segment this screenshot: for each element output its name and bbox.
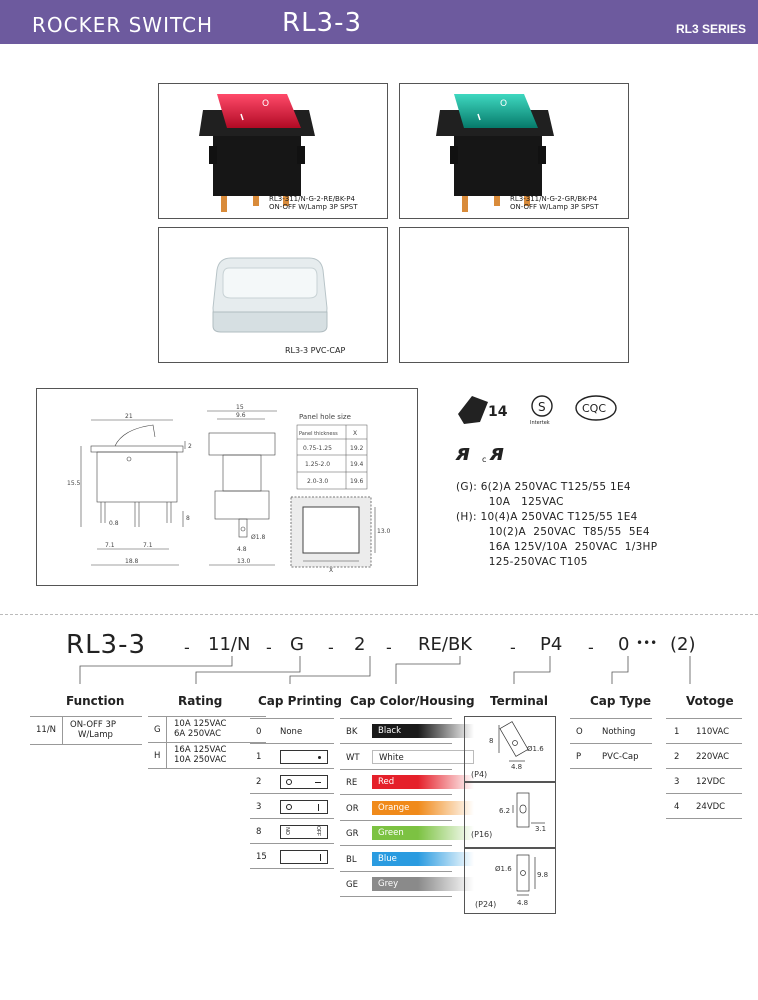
header-bar	[0, 0, 758, 44]
dim-188: 18.8	[125, 558, 139, 565]
code-terminal: P4	[540, 634, 563, 655]
panel-row-2-thickness: 1.25-2.0	[305, 461, 331, 468]
code-dash: -	[510, 638, 516, 657]
col-title-voltage: Votoge	[686, 694, 734, 708]
photo-red-caption-2: ON-OFF W/Lamp 3P SPST	[269, 203, 358, 211]
dim-08: 0.8	[109, 520, 119, 527]
voltage-label-4: 24VDC	[696, 802, 726, 812]
spec-line: 16A 125V/10A 250VAC 1/3HP	[456, 541, 658, 553]
code-dash: -	[266, 638, 272, 657]
photo-green-switch	[399, 83, 629, 219]
panel-row-1-thickness: 0.75-1.25	[303, 445, 332, 452]
col-title-function: Function	[66, 694, 125, 708]
photo-green-caption-2: ON-OFF W/Lamp 3P SPST	[510, 203, 599, 211]
color-code: BK	[346, 727, 358, 737]
printing-glyph-8	[280, 825, 328, 839]
color-row-divider	[340, 794, 452, 795]
photo-empty-slot	[399, 227, 629, 363]
terminal-p24-d2: 9.8	[537, 871, 549, 879]
dim-15: 15	[236, 404, 244, 411]
dim-96: 9.6	[236, 412, 246, 419]
dim-h155: 15.5	[67, 480, 81, 487]
captype-label-pvc: PVC-Cap	[602, 752, 639, 762]
terminal-p4-label: (P4)	[471, 770, 488, 779]
printing-code-8: 8	[256, 827, 262, 837]
panel-dim-h130: 13.0	[377, 528, 391, 535]
function-desc-1: ON-OFF 3P	[70, 720, 117, 730]
printing-code-1: 1	[256, 752, 262, 762]
voltage-code-3: 3	[674, 777, 680, 787]
color-row-divider	[340, 743, 452, 744]
color-swatch: Green	[372, 826, 474, 840]
color-swatch: Orange	[372, 801, 474, 815]
voltage-code-2: 2	[674, 752, 680, 762]
dim-h2: 2	[188, 443, 192, 450]
code-printing: 2	[354, 634, 366, 655]
voltage-label-1: 110VAC	[696, 727, 730, 737]
dim-71b: 7.1	[143, 542, 153, 549]
printing-glyph-2	[280, 775, 328, 789]
voltage-label-2: 220VAC	[696, 752, 730, 762]
dim-130: 13.0	[237, 558, 251, 565]
header-model: RL3-3	[282, 8, 363, 38]
color-row-divider	[340, 769, 452, 770]
terminal-p24-box	[464, 848, 556, 914]
col-title-captype: Cap Type	[590, 694, 651, 708]
photo-green-caption-1: RL3-311/N-G-2-GR/BK-P4	[510, 195, 598, 203]
panel-row-3-thickness: 2.0-3.0	[307, 478, 329, 485]
panel-row-2-x: 19.4	[350, 461, 364, 468]
color-swatch: Blue	[372, 852, 474, 866]
enec-number: 14	[488, 404, 508, 420]
code-dash: -	[588, 638, 594, 657]
captype-code-p: P	[576, 752, 582, 762]
code-dash: -	[328, 638, 334, 657]
spec-line: 10A 125VAC	[456, 496, 564, 508]
panel-dim-x: X	[329, 567, 334, 574]
photo-red-caption-1: RL3-311/N-G-2-RE/BK-P4	[269, 195, 355, 203]
header-title: ROCKER SWITCH	[32, 13, 214, 37]
rating-g-line2: 6A 250VAC	[174, 729, 222, 739]
voltage-code-1: 1	[674, 727, 680, 737]
dimension-drawing	[36, 388, 418, 586]
printing-glyph-off: OFF	[315, 826, 321, 836]
dimension-drawing-svg	[37, 389, 419, 587]
printing-code-2: 2	[256, 777, 262, 787]
voltage-label-3: 12VDC	[696, 777, 726, 787]
intertek-label: Intertek	[530, 420, 550, 426]
code-model: RL3-3	[66, 630, 147, 660]
pvc-cap-image	[159, 228, 389, 364]
color-code: GR	[346, 829, 359, 839]
photo-red-switch	[158, 83, 388, 219]
header-series: RL3 SERIES	[675, 22, 746, 36]
terminal-p16-label: (P16)	[471, 830, 493, 839]
dim-8: 8	[186, 515, 190, 522]
certification-marks	[454, 392, 674, 472]
code-color: RE/BK	[418, 634, 473, 655]
svg-text:S: S	[538, 400, 546, 414]
color-code: WT	[346, 752, 360, 763]
color-swatch: Black	[372, 724, 474, 738]
printing-glyph-3	[280, 800, 328, 814]
terminal-p16-box	[464, 782, 556, 848]
panel-row-1-x: 19.2	[350, 445, 364, 452]
col-title-color: Cap Color/Housing	[350, 694, 475, 708]
spec-line: 125-250VAC T105	[456, 556, 588, 568]
terminal-p16-d1: 6.2	[499, 807, 511, 815]
terminal-p4-drawing	[465, 717, 557, 783]
code-voltage: (2)	[670, 634, 696, 655]
code-dash: -	[184, 638, 190, 657]
col-title-rating: Rating	[178, 694, 223, 708]
printing-label-none: None	[280, 727, 303, 737]
panel-hole-title: Panel hole size	[299, 413, 351, 421]
rating-h-line1: 16A 125VAC	[174, 745, 227, 755]
code-rating: G	[290, 634, 304, 655]
function-code: 11/N	[36, 725, 57, 735]
cert-logos	[454, 392, 674, 472]
color-code: RE	[346, 778, 358, 788]
spec-line: (H): 10(4)A 250VAC T125/55 1E4	[456, 511, 638, 523]
color-swatch: White	[372, 750, 474, 764]
color-row-divider	[340, 871, 452, 872]
color-swatch: Grey	[372, 877, 474, 891]
terminal-p16-d2: 3.1	[535, 825, 547, 833]
terminal-p24-d3: 4.8	[517, 899, 529, 907]
color-code: OR	[346, 803, 359, 814]
color-code: BL	[346, 854, 357, 865]
color-row-divider	[340, 820, 452, 821]
enec-logo-icon	[458, 396, 488, 424]
captype-label-nothing: Nothing	[602, 727, 636, 737]
printing-glyph-15	[280, 850, 328, 864]
printing-code-15: 15	[256, 852, 267, 862]
terminal-p24-label: (P24)	[475, 900, 497, 909]
color-row-divider	[340, 896, 452, 897]
color-row-divider	[340, 845, 452, 846]
panel-header-thickness: Panel thickness	[299, 431, 338, 437]
code-dash: -	[386, 638, 392, 657]
printing-code-3: 3	[256, 802, 262, 812]
rating-h-line2: 10A 250VAC	[174, 755, 227, 765]
col-title-terminal: Terminal	[490, 694, 549, 708]
photo-pvc-caption: RL3-3 PVC-CAP	[285, 346, 346, 355]
rating-code-g: G	[154, 725, 161, 735]
color-swatch: Red	[372, 775, 474, 789]
printing-glyph-1	[280, 750, 328, 764]
captype-code-o: O	[576, 727, 583, 737]
terminal-p4-box	[464, 716, 556, 782]
terminal-p24-drawing	[465, 849, 557, 915]
code-captype: 0	[618, 634, 630, 655]
cqc-label: CQC	[582, 402, 607, 415]
terminal-p24-d1: Ø1.6	[495, 865, 512, 873]
col-title-printing: Cap Printing	[258, 694, 343, 708]
dim-w21: 21	[125, 413, 133, 420]
terminal-p16-drawing	[465, 783, 557, 849]
ratings-specs	[456, 480, 657, 570]
spec-line: (G): 6(2)A 250VAC T125/55 1E4	[456, 481, 631, 493]
color-code: GE	[346, 880, 358, 890]
code-dots: •••	[636, 636, 658, 650]
ul-logo-icon: ᴙ	[456, 441, 471, 466]
dim-48: 4.8	[237, 546, 247, 553]
svg-text:O: O	[262, 99, 270, 109]
rating-g-line1: 10A 125VAC	[174, 719, 227, 729]
terminal-p4-d2: Ø1.6	[527, 745, 544, 753]
terminal-p4-d1: 8	[489, 737, 494, 745]
dim-18: Ø1.8	[251, 534, 266, 541]
printing-code-0: 0	[256, 727, 262, 737]
panel-row-3-x: 19.6	[350, 478, 364, 485]
photo-pvc-cap	[158, 227, 388, 363]
rating-code-h: H	[154, 751, 161, 761]
dim-71a: 7.1	[105, 542, 115, 549]
section-divider	[0, 614, 758, 615]
printing-glyph-on: ON	[285, 827, 292, 835]
code-connectors	[0, 650, 758, 690]
voltage-code-4: 4	[674, 802, 680, 812]
code-function: 11/N	[208, 634, 251, 655]
svg-text:O: O	[500, 99, 508, 109]
panel-header-x: X	[353, 430, 358, 437]
function-desc-2: W/Lamp	[78, 730, 113, 740]
terminal-p4-d3: 4.8	[511, 763, 523, 771]
cul-c-label: c	[482, 455, 487, 464]
spec-line: 10(2)A 250VAC T85/55 5E4	[456, 526, 650, 538]
cul-logo-icon: ᴙ	[490, 441, 505, 466]
